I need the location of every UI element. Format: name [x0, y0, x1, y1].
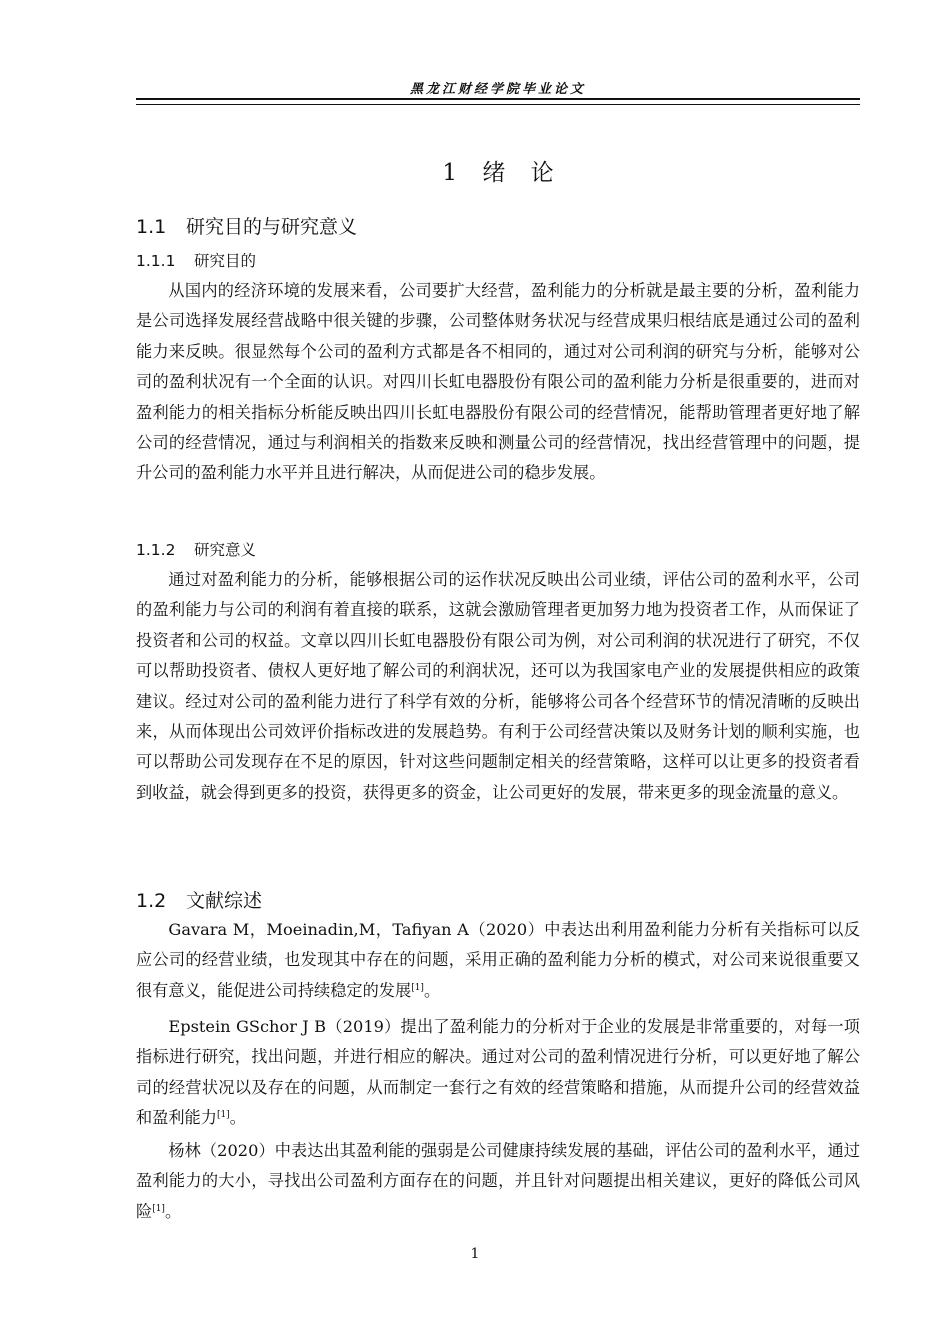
- paragraph-research-purpose: 从国内的经济环境的发展来看，公司要扩大经营，盈利能力的分析就是最主要的分析，盈利能力是公司选择发展经营战略中很关键的步骤，公司整体财务状况与经营成果归根结底是通过公司的盈利能力来反映。很显然每个公司的盈利方式都是各不相同的，通过对公司利润的研究与分析，能够对公司的盈利状况有一个全面的认识。对四川长虹电器股份有限公司的盈利能力分析是很重要的，进而对盈利能力的相关指标分析能反映出四川长虹电器股份有限公司的经营情况，能帮助管理者更好地了解公司的经营情况，通过与利润相关的指数来反映和测量公司的经营情况，找出经营管理中的问题，提升公司的盈利能力水平并且进行解决，从而促进公司的稳步发展。: [136, 281, 860, 483]
- section-title: 研究意义: [194, 541, 257, 559]
- paragraph-text: 杨林（2020）中表达出其盈利能的强弱是公司健康持续发展的基础，评估公司的盈利水平，通过盈利能力的大小，寻找出公司盈利方面存在的问题，并且针对问题提出相关建议，更好的降低公司风险: [136, 1141, 860, 1221]
- section-heading-1-1: [136, 212, 357, 239]
- section-number: 1.1: [136, 216, 167, 238]
- paragraph-text: Gavara M，Moeinadin,M，Tafiyan A（2020）中表达出利用盈利能力分析有关指标可以反应公司的经营业绩，也发现其中存在的问题，采用正确的盈利能力分析的模式，对公司来说很重要又很有意义，能促进公司持续稳定的发展: [136, 920, 860, 1000]
- chapter-title: [136, 154, 860, 187]
- page-number: 1: [470, 1246, 480, 1262]
- chapter-number: 1: [442, 160, 457, 186]
- section-title: 文献综述: [186, 890, 263, 912]
- section-number: 1.1.1: [136, 252, 176, 270]
- section-number: 1.1.2: [136, 541, 176, 559]
- paragraph-end: 。: [164, 1201, 182, 1221]
- paragraph-research-significance: 通过对盈利能力的分析，能够根据公司的运作状况反映出公司业绩，评估公司的盈利水平，公司的盈利能力与公司的利润有着直接的联系，这就会激励管理者更加努力地为投资者工作，从而保证了投资者和公司的权益。文章以四川长虹电器股份有限公司为例，对公司利润的状况进行了研究，不仅可以帮助投资者、债权人更好地了解公司的利润状况，还可以为我国家电产业的发展提供相应的政策建议。经过对公司的盈利能力进行了科学有效的分析，能够将公司各个经营环节的情况清晰的反映出来，从而体现出公司效评价指标改进的发展趋势。有利于公司经营决策以及财务计划的顺利实施，也可以帮助公司发现存在不足的原因，针对这些问题制定相关的经营策略，这样可以让更多的投资者看到收益，就会得到更多的投资，获得更多的资金，让公司更好的发展，带来更多的现金流量的意义。: [136, 570, 860, 802]
- paragraph-text: Epstein GSchor J B（2019）提出了盈利能力的分析对于企业的发展是非常重要的，对每一项指标进行研究，找出问题，并进行相应的解决。通过对公司的盈利情况进行分析，可以更好地了解公司的经营状况以及存在的问题，从而制定一套行之有效的经营策略和措施，从而提升公司的经营效益和盈利能力: [136, 1017, 860, 1128]
- section-number: 1.2: [136, 890, 167, 912]
- section-title: 研究目的: [194, 252, 257, 270]
- section-heading-1-1-1: [136, 249, 256, 271]
- header-rule-thin: [136, 104, 860, 105]
- header-rule-thick: [136, 98, 860, 100]
- running-header: 黑龙江财经学院毕业论文: [409, 82, 586, 97]
- citation-marker: [1]: [411, 982, 424, 993]
- paragraph-end: 。: [423, 980, 441, 1000]
- section-title: 研究目的与研究意义: [186, 216, 358, 238]
- citation-marker: [1]: [216, 1110, 230, 1121]
- section-heading-1-1-2: [136, 538, 256, 560]
- paragraph-end: 。: [229, 1108, 246, 1128]
- section-heading-1-2: [136, 886, 262, 913]
- paragraph-literature-epstein: [136, 1012, 860, 1134]
- paragraph-literature-yanglin: [136, 1136, 860, 1227]
- citation-marker: [1]: [152, 1203, 165, 1214]
- chapter-title-text: 绪 论: [482, 160, 554, 186]
- paragraph-literature-gavara: [136, 915, 860, 1006]
